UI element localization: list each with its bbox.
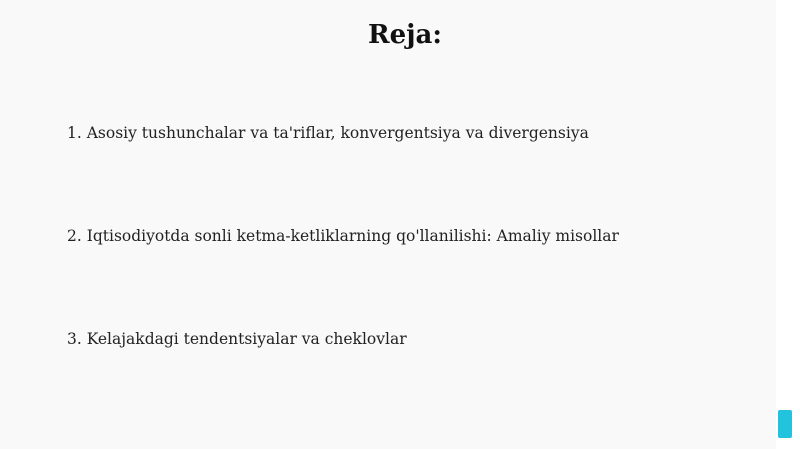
plan-item-2: 2. Iqtisodiyotda sonli ketma-ketliklarning qo'llanilishi: Amaliy misollar — [67, 227, 619, 245]
scrollbar-track[interactable] — [776, 0, 800, 449]
slide-title: Reja: — [367, 20, 442, 50]
plan-item-1: 1. Asosiy tushunchalar va ta'riflar, konvergentsiya va divergensiya — [67, 124, 589, 142]
plan-item-3: 3. Kelajakdagi tendentsiyalar va cheklovlar — [67, 330, 407, 348]
scroll-thumb[interactable] — [778, 410, 792, 438]
